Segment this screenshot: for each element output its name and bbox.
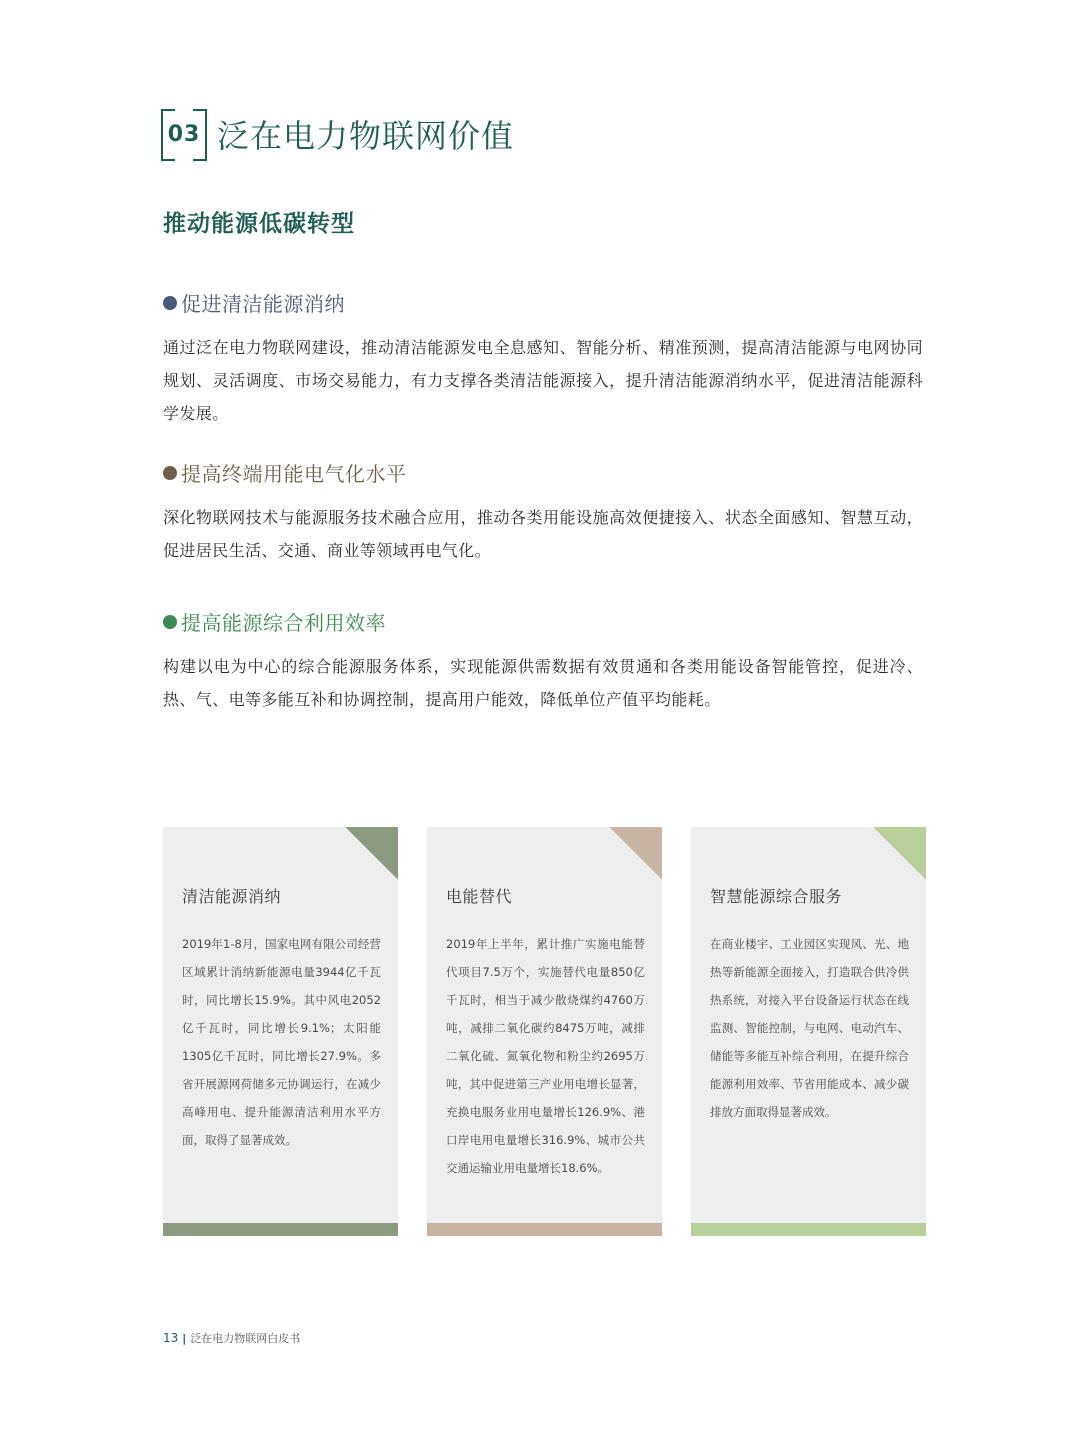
subsection-heading — [163, 607, 923, 636]
chapter-number-box — [161, 109, 207, 159]
footer-separator: | — [182, 1331, 187, 1345]
info-cards — [163, 827, 926, 1236]
subsection-heading-text: 提高能源综合利用效率 — [181, 611, 386, 635]
subsection-heading — [163, 458, 923, 487]
chapter-title: 泛在电力物联网价值 — [217, 117, 515, 155]
subsection-heading — [163, 288, 923, 317]
card-corner-triangle — [609, 827, 662, 880]
subsection-electrification — [163, 458, 923, 567]
subsection-clean-energy — [163, 288, 923, 430]
subsection-efficiency — [163, 607, 923, 716]
card-body: 2019年上半年，累计推广实施电能替代项目7.5万个，实施替代电量850亿千瓦时，相当于减少散烧煤约4760万吨，减排二氧化碳约8475万吨，减排二氧化硫、氮氧化物和粉尘约2695万吨，其中促进第三产业用电增长显著，充换电服务业用电量增长126.9%、港口岸电用电量增长316.9%、城市公共交通运输业用电量增长18.6%。 — [446, 937, 645, 1175]
card-bottom-bar — [427, 1223, 662, 1236]
subsection-body: 构建以电为中心的综合能源服务体系，实现能源供需数据有效贯通和各类用能设备智能管控，促进冷、热、气、电等多能互补和协调控制，提高用户能效，降低单位产值平均能耗。 — [163, 657, 923, 709]
card-title: 清洁能源消纳 — [182, 887, 282, 906]
subsection-body: 深化物联网技术与能源服务技术融合应用，推动各类用能设施高效便捷接入、状态全面感知、智慧互动，促进居民生活、交通、商业等领域再电气化。 — [163, 508, 923, 560]
chapter-number: 03 — [167, 121, 201, 147]
card-body: 2019年1-8月，国家电网有限公司经营区域累计消纳新能源电量3944亿千瓦时，同比增长15.9%。其中风电2052亿千瓦时，同比增长9.1%；太阳能1305亿千瓦时，同比增长27.9%。多省开展源网荷储多元协调运行，在减少高峰用电、提升能源清洁利用水平方面，取得了显著成效。 — [182, 937, 381, 1147]
subsection-heading-text: 促进清洁能源消纳 — [181, 292, 345, 316]
card-electric-substitution — [427, 827, 662, 1236]
bullet-dot-icon — [163, 466, 177, 480]
card-title: 智慧能源综合服务 — [710, 887, 843, 906]
card-clean-energy — [163, 827, 398, 1236]
page-footer — [163, 1330, 300, 1346]
bullet-dot-icon — [163, 615, 177, 629]
card-title: 电能替代 — [446, 887, 513, 906]
card-corner-triangle — [873, 827, 926, 880]
bullet-dot-icon — [163, 296, 177, 310]
footer-doc-title: 泛在电力物联网白皮书 — [190, 1332, 301, 1345]
chapter-header — [161, 108, 514, 160]
subsection-heading-text: 提高终端用能电气化水平 — [181, 462, 407, 486]
section-title: 推动能源低碳转型 — [163, 211, 355, 237]
card-body: 在商业楼宇、工业园区实现风、光、地热等新能源全面接入，打造联合供冷供热系统，对接入平台设备运行状态在线监测、智能控制，与电网、电动汽车、储能等多能互补综合利用，在提升综合能源利用效率、节省用能成本、减少碳排放方面取得显著成效。 — [710, 937, 909, 1119]
card-bottom-bar — [163, 1223, 398, 1236]
card-corner-triangle — [345, 827, 398, 880]
card-smart-energy-service — [691, 827, 926, 1236]
subsection-body: 通过泛在电力物联网建设，推动清洁能源发电全息感知、智能分析、精准预测，提高清洁能源与电网协同规划、灵活调度、市场交易能力，有力支撑各类清洁能源接入，提升清洁能源消纳水平，促进清洁能源科学发展。 — [163, 338, 923, 423]
card-bottom-bar — [691, 1223, 926, 1236]
page-number: 13 — [163, 1331, 179, 1345]
